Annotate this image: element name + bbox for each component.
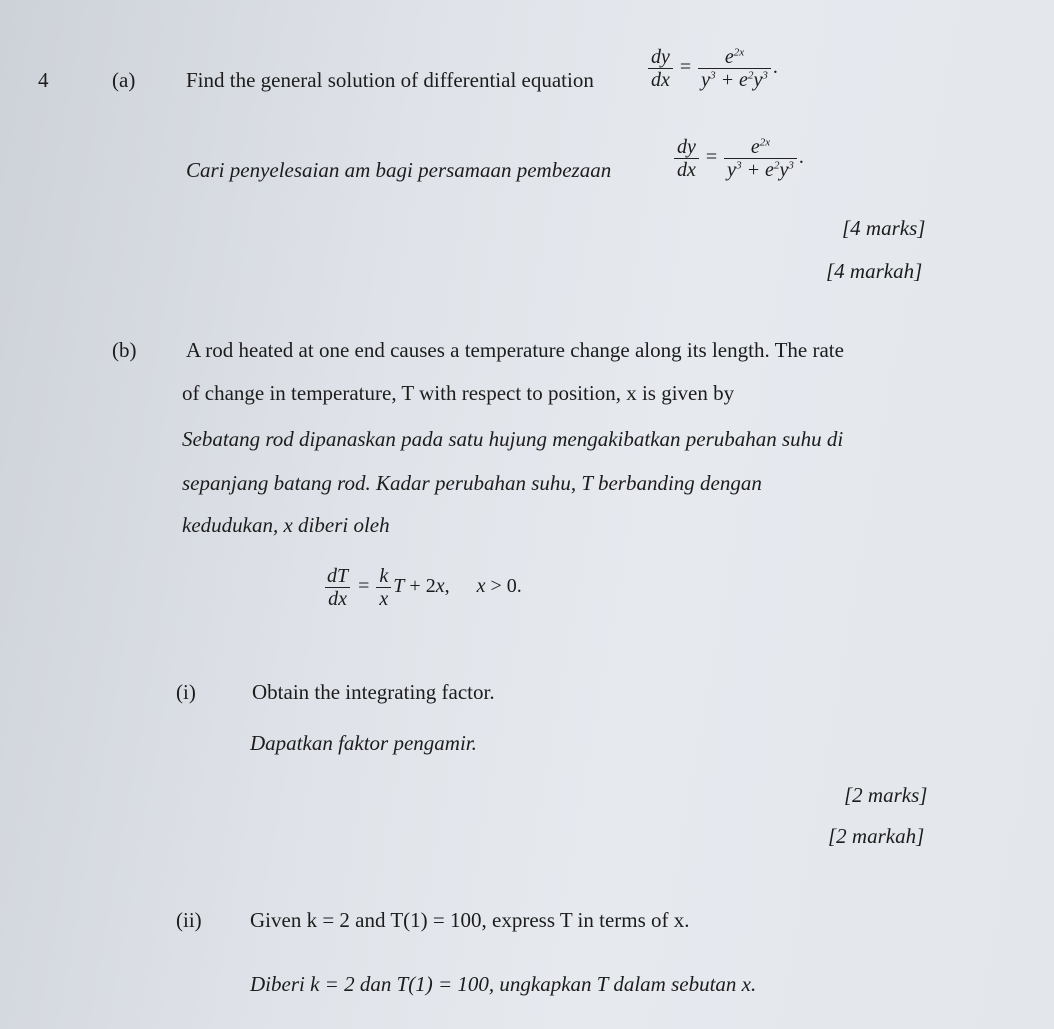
part-b-label: (b) <box>112 338 137 362</box>
part-a-text-en: Find the general solution of differential equation <box>186 68 594 92</box>
part-b-ii-text-ms: Diberi k = 2 dan T(1) = 100, ungkapkan T dalam sebutan x. <box>250 972 757 996</box>
part-b-i-marks-en: [2 marks] <box>844 783 928 807</box>
part-b-i-text-en: Obtain the integrating factor. <box>252 680 495 704</box>
part-a-label: (a) <box>112 68 136 92</box>
part-a-marks-ms: [4 markah] <box>826 259 923 283</box>
part-b-i-label: (i) <box>176 680 196 704</box>
part-a-equation-en: $\frac{dy}{dx}$ = $\frac{e^{2x}}{y^3 + e^2y^3}$ . <box>646 46 778 91</box>
part-a-equation-ms: $\frac{dy}{dx}$ = $\frac{e^{2x}}{y^3 + e^2y^3}$ . <box>672 136 804 181</box>
part-b-i-text-ms: Dapatkan faktor pengamir. <box>250 731 477 755</box>
question-number: 4 <box>38 68 49 92</box>
part-b-i-marks-ms: [2 markah] <box>828 824 925 848</box>
part-b-ii-label: (ii) <box>176 908 202 932</box>
part-b-text-en-1: A rod heated at one end causes a temperature change along its length. The rate <box>186 338 844 362</box>
part-b-text-ms-3: kedudukan, x diberi oleh <box>182 513 390 537</box>
part-b-text-en-2: of change in temperature, T with respect to position, x is given by <box>182 381 735 405</box>
part-a-text-ms: Cari penyelesaian am bagi persamaan pembezaan <box>186 158 612 182</box>
part-b-equation: $\frac{dT}{dx}$ = $\frac{k}{x}$ T + 2x, x > 0. <box>327 565 522 610</box>
part-b-text-ms-1: Sebatang rod dipanaskan pada satu hujung mengakibatkan perubahan suhu di <box>182 427 844 451</box>
part-b-ii-text-en: Given k = 2 and T(1) = 100, express T in terms of x. <box>250 908 690 932</box>
part-a-marks-en: [4 marks] <box>842 216 926 240</box>
part-b-text-ms-2: sepanjang batang rod. Kadar perubahan suhu, T berbanding dengan <box>182 471 762 495</box>
